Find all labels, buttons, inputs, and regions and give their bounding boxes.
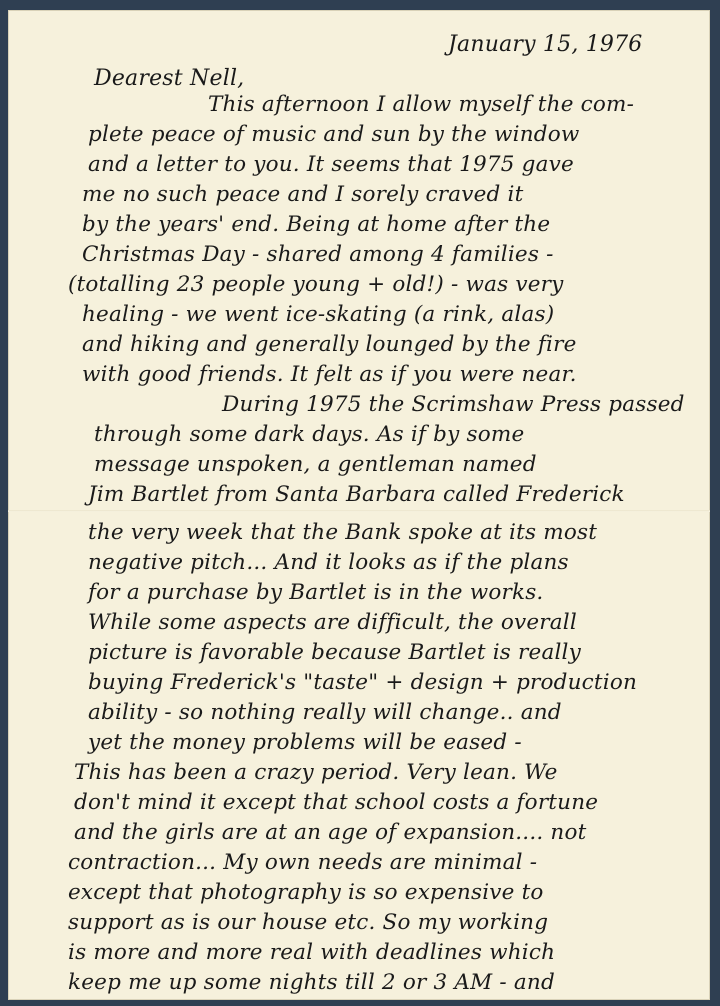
paper-fold-crease [8,510,710,512]
letter-line: picture is favorable because Bartlet is really [88,640,581,665]
letter-line: keep me up some nights till 2 or 3 AM - and [68,970,555,995]
letter-line: message unspoken, a gentleman named [94,452,537,477]
letter-line: the very week that the Bank spoke at its most [88,520,598,545]
letter-line: and hiking and generally lounged by the fire [82,332,577,357]
letter-line: except that photography is so expensive to [68,880,544,905]
letter-line: don't mind it except that school costs a fortune [74,790,599,815]
letter-line: and the girls are at an age of expansion.... not [74,820,587,845]
letter-line: buying Frederick's "taste" + design + production [88,670,638,695]
letter-line: (totalling 23 people young + old!) - was very [68,272,564,297]
letter-line: through some dark days. As if by some [94,422,525,447]
letter-date: January 15, 1976 [448,32,643,57]
letter-line: plete peace of music and sun by the window [88,122,580,147]
letter-sheet [8,10,710,1000]
letter-line: support as is our house etc. So my working [68,910,549,935]
letter-line: with good friends. It felt as if you were near. [82,362,577,387]
letter-line: Christmas Day - shared among 4 families - [82,242,554,267]
letter-line: While some aspects are difficult, the overall [88,610,577,635]
letter-line: ability - so nothing really will change.. and [88,700,562,725]
letter-line: Jim Bartlet from Santa Barbara called Frederick [88,482,625,507]
letter-line: contraction... My own needs are minimal - [68,850,538,875]
letter-line: This has been a crazy period. Very lean. We [74,760,558,785]
letter-line: negative pitch... And it looks as if the plans [88,550,569,575]
letter-line: healing - we went ice-skating (a rink, alas) [82,302,555,327]
letter-line: by the years' end. Being at home after the [82,212,551,237]
letter-line: This afternoon I allow myself the com- [208,92,635,117]
letter-line: me no such peace and I sorely craved it [82,182,524,207]
letter-line: is more and more real with deadlines which [68,940,556,965]
letter-line: yet the money problems will be eased - [88,730,522,755]
letter-line: and a letter to you. It seems that 1975 gave [88,152,574,177]
letter-line: During 1975 the Scrimshaw Press passed [222,392,685,417]
letter-salutation: Dearest Nell, [94,66,245,91]
letter-line: for a purchase by Bartlet is in the works. [88,580,544,605]
